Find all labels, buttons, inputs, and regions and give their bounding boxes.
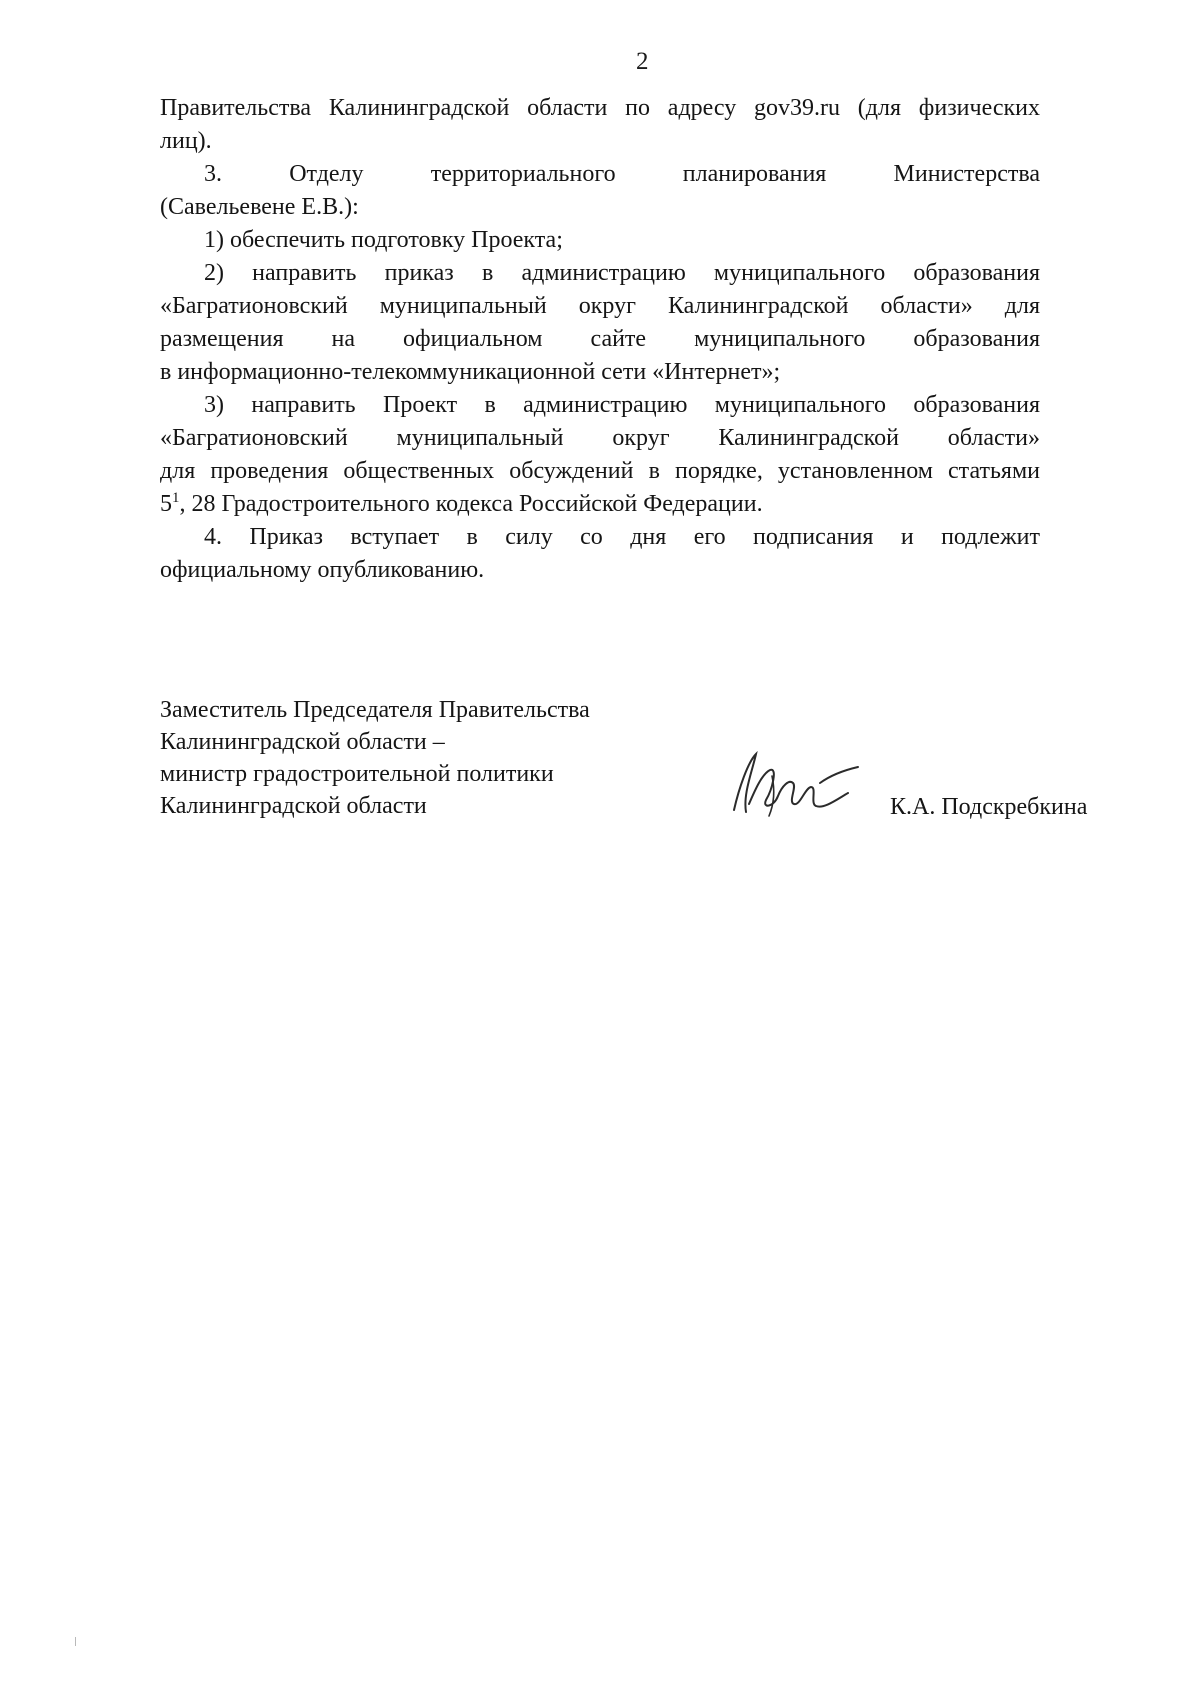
signature-title-line: министр градостроительной политики — [160, 761, 554, 787]
text-line: (Савельевене Е.В.): — [160, 194, 359, 220]
text-line: официальному опубликованию. — [160, 557, 485, 583]
text-line: 3. Отделу территориального планирования Министерства — [204, 161, 1040, 187]
text-line: для проведения общественных обсуждений в порядке, установленном статьями — [160, 458, 1040, 484]
page-number: 2 — [636, 48, 649, 75]
signature-title-line: Заместитель Председателя Правительства — [160, 697, 590, 723]
text-line: Правительства Калининградской области по адресу gov39.ru (для физических — [160, 95, 1040, 121]
text-line: 4. Приказ вступает в силу со дня его подписания и подлежит — [204, 524, 1040, 550]
signature-block — [160, 694, 1088, 822]
text-line: «Багратионовский муниципальный округ Калининградской области» — [160, 425, 1040, 451]
signature-title-line: Калининградской области — [160, 793, 427, 819]
text-line: размещения на официальном сайте муниципального образования — [160, 326, 1040, 352]
text-line: 3) направить Проект в администрацию муниципального образования — [204, 392, 1040, 418]
text-line: в информационно-телекоммуникационной сети «Интернет»; — [160, 359, 781, 385]
text-line: $5^1$, 28 Градостроительного кодекса Российской Федерации. — [160, 490, 763, 517]
text-line: лиц). — [160, 128, 212, 154]
text-line: 1) обеспечить подготовку Проекта; — [204, 227, 563, 253]
signatory-name: К.А. Подскребкина — [890, 794, 1088, 820]
signature-title-line: Калининградской области – — [160, 729, 445, 755]
scan-artifact — [75, 1637, 76, 1646]
document-body — [160, 92, 1040, 587]
text-line: 2) направить приказ в администрацию муниципального образования — [204, 260, 1040, 286]
text-line: «Багратионовский муниципальный округ Калининградской области» для — [160, 293, 1040, 319]
handwritten-signature-icon — [725, 746, 865, 820]
